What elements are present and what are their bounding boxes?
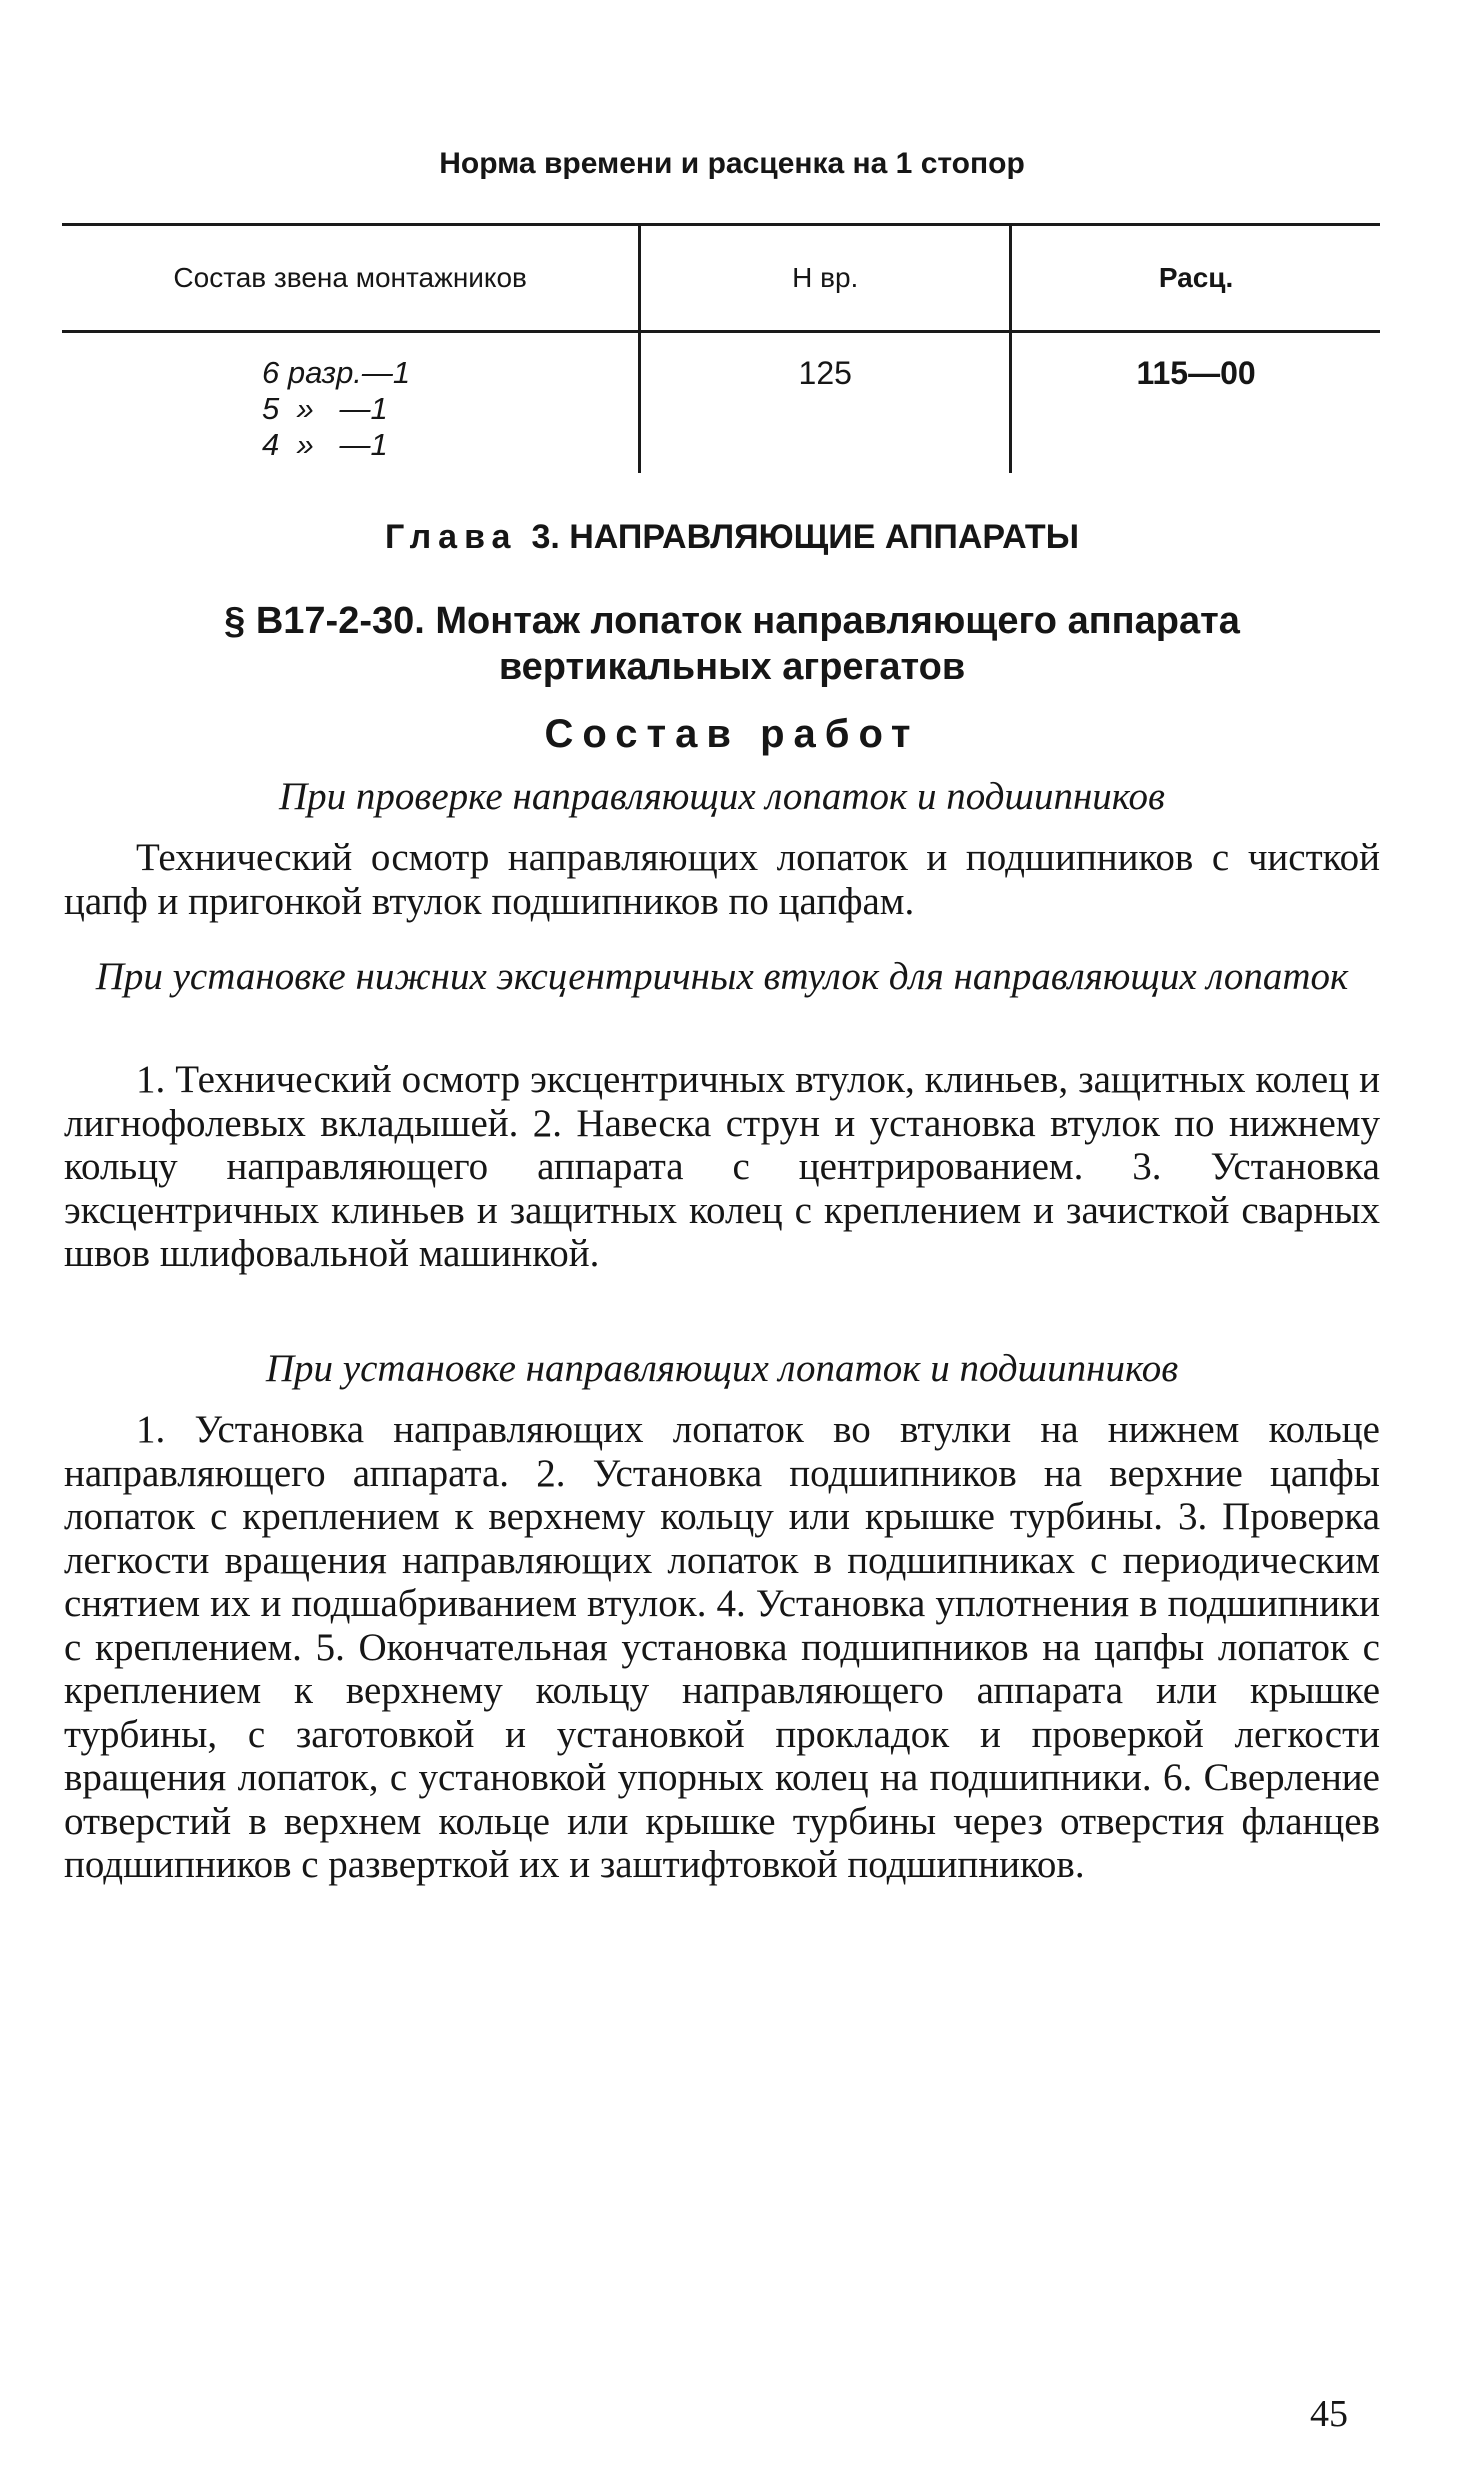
paragraph-vanes-bearings: 1. Установка направляющих лопаток во втулки на нижнем кольце направляющего аппарата. 2. Установка подшипников на верхние цапфы лопаток с креплением к верхнему кольцу или крышке турбины. 3. Проверка легкости вращения направляющих лопаток в подшипниках с периодическим снятием их и подшабриванием втулок. 4. Установка уплотнения в подшипники с креплением. 5. Окончательная установка подшипников на цапфы лопаток с креплением к верхнему кольцу направляющего аппарата или крышке турбины, с заготовкой и установкой прокладок и проверкой легкости вращения лопаток, с установкой упорных колец на подшипники. 6. Сверление отверстий в верхнем кольце или крышке турбины через отверстия фланцев подшипников с разверткой их и заштифтовкой подшипников. — [64, 1408, 1380, 1886]
subheading-eccentric-bushings: При установке нижних эксцентричных втулок для направляющих лопаток — [95, 955, 1349, 998]
crew-line-2: 5 » —1 — [262, 391, 388, 426]
crew-line-3: 4 » —1 — [262, 427, 388, 462]
subheading-inspection: При проверке направляющих лопаток и подшипников — [279, 775, 1165, 818]
subheading-vanes-bearings: При установке направляющих лопаток и подшипников — [265, 1347, 1179, 1390]
crew-line-1: 6 разр.—1 — [262, 355, 411, 390]
header-rate: Расц. — [1011, 225, 1380, 332]
paragraph-eccentric-bushings: 1. Технический осмотр эксцентричных втулок, клиньев, защитных колец и лигнофолевых вкладышей. 2. Навеска струн и установка втулок по нижнему кольцу направляющего аппарата с центрированием. 3. Установка эксцентричных клиньев и защитных колец с креплением и зачисткой сварных швов шлифовальной машинкой. — [64, 1058, 1380, 1275]
chapter-title: 3. НАПРАВЛЯЮЩИЕ АППАРАТЫ — [531, 518, 1079, 556]
cell-crew — [62, 332, 640, 474]
header-norm-time: Н вр. — [640, 225, 1011, 332]
cell-norm-time: 125 — [640, 332, 1011, 474]
section-title-line-2: вертикальных агрегатов — [498, 646, 966, 688]
chapter-heading — [0, 518, 1464, 557]
table-caption: Норма времени и расценка на 1 стопор — [439, 147, 1025, 180]
work-composition-heading: Состав работ — [544, 712, 920, 756]
header-crew: Состав звена монтажников — [62, 225, 640, 332]
page-number: 45 — [1310, 2393, 1348, 2435]
table-header-row — [62, 225, 1380, 332]
section-heading — [0, 598, 1464, 690]
table-row — [62, 332, 1380, 474]
paragraph-inspection: Технический осмотр направляющих лопаток и подшипников с чисткой цапф и пригонкой втулок подшипников по цапфам. — [64, 836, 1380, 923]
chapter-label: Глава — [384, 518, 518, 556]
norm-rate-table — [62, 223, 1380, 473]
cell-rate: 115—00 — [1011, 332, 1380, 474]
section-title-line-1: § В17-2-30. Монтаж лопаток направляющего аппарата — [224, 600, 1240, 642]
